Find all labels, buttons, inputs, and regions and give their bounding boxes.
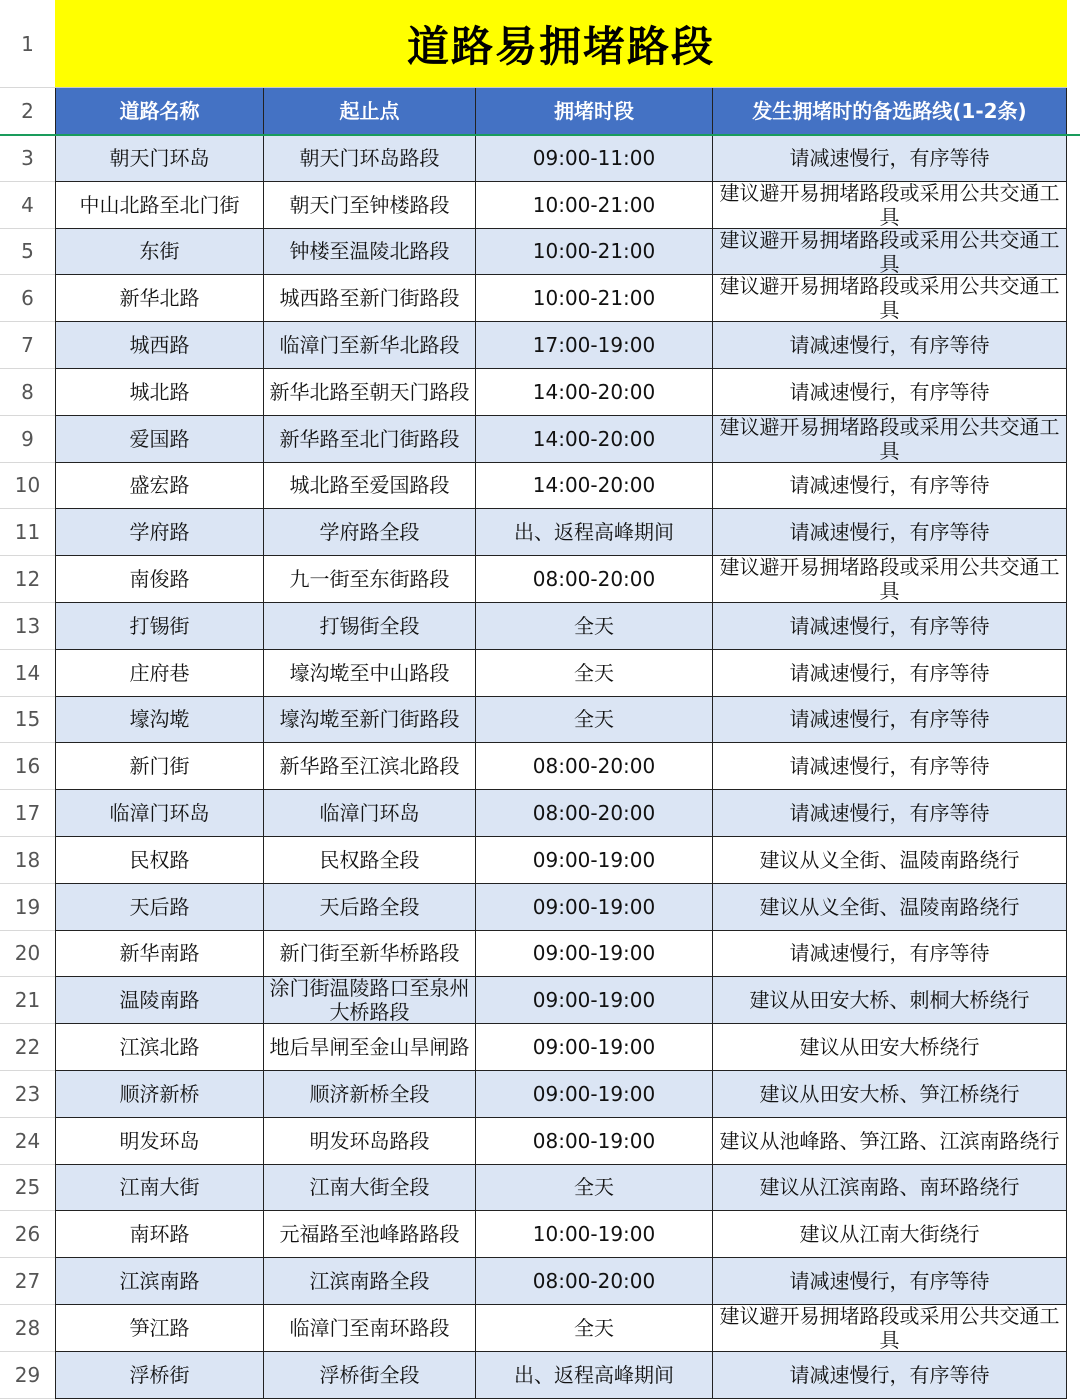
table-row xyxy=(55,322,1067,369)
cell-alternate-route[interactable]: 请减速慢行，有序等待 xyxy=(713,931,1067,978)
cell-start-end[interactable]: 朝天门环岛路段 xyxy=(264,135,476,182)
cell-alternate-route[interactable]: 请减速慢行，有序等待 xyxy=(713,322,1067,369)
table-row xyxy=(55,977,1067,1024)
cell-start-end[interactable]: 钟楼至温陵北路段 xyxy=(264,229,476,276)
cell-start-end[interactable]: 临漳门至南环路段 xyxy=(264,1305,476,1352)
table-row xyxy=(55,1352,1067,1399)
cell-start-end[interactable]: 新门街至新华桥路段 xyxy=(264,931,476,978)
table-row xyxy=(55,229,1067,276)
row-number[interactable]: 17 xyxy=(0,790,55,837)
table-row xyxy=(55,509,1067,556)
cell-start-end[interactable]: 民权路全段 xyxy=(264,837,476,884)
row-number[interactable]: 26 xyxy=(0,1211,55,1258)
cell-road-name[interactable]: 庄府巷 xyxy=(55,650,264,697)
table-header-row xyxy=(55,88,1067,135)
row-number[interactable]: 5 xyxy=(0,229,55,276)
row-number[interactable]: 19 xyxy=(0,884,55,931)
sheet-title[interactable]: 道路易拥堵路段 xyxy=(55,0,1067,88)
cell-start-end[interactable]: 九一街至东街路段 xyxy=(264,556,476,603)
cell-road-name[interactable]: 南环路 xyxy=(55,1211,264,1258)
cell-start-end[interactable]: 城北路至爱国路段 xyxy=(264,463,476,510)
cell-alternate-route[interactable]: 请减速慢行，有序等待 xyxy=(713,1258,1067,1305)
table-row xyxy=(55,1024,1067,1071)
cell-congestion-time[interactable]: 09:00-19:00 xyxy=(476,1024,713,1071)
cell-start-end[interactable]: 新华路至江滨北路段 xyxy=(264,743,476,790)
cell-alternate-route[interactable]: 请减速慢行，有序等待 xyxy=(713,603,1067,650)
cell-alternate-route[interactable]: 建议从田安大桥、刺桐大桥绕行 xyxy=(713,977,1067,1024)
cell-alternate-route[interactable]: 建议避开易拥堵路段或采用公共交通工具 xyxy=(713,229,1067,276)
cell-alternate-route[interactable]: 建议从江滨南路、南环路绕行 xyxy=(713,1165,1067,1212)
row-number[interactable]: 1 xyxy=(0,0,55,88)
cell-congestion-time[interactable]: 17:00-19:00 xyxy=(476,322,713,369)
cell-congestion-time[interactable]: 10:00-21:00 xyxy=(476,182,713,229)
cell-alternate-route[interactable]: 建议从田安大桥绕行 xyxy=(713,1024,1067,1071)
table-row xyxy=(55,837,1067,884)
table-row xyxy=(55,650,1067,697)
cell-road-name[interactable]: 天后路 xyxy=(55,884,264,931)
cell-start-end[interactable]: 顺济新桥全段 xyxy=(264,1071,476,1118)
cell-alternate-route[interactable]: 建议避开易拥堵路段或采用公共交通工具 xyxy=(713,1305,1067,1352)
cell-start-end[interactable]: 壕沟墘至新门街路段 xyxy=(264,697,476,744)
table-row xyxy=(55,369,1067,416)
row-number[interactable]: 9 xyxy=(0,416,55,463)
cell-road-name[interactable]: 浮桥街 xyxy=(55,1352,264,1399)
cell-start-end[interactable]: 新华路至北门街路段 xyxy=(264,416,476,463)
cell-alternate-route[interactable]: 请减速慢行，有序等待 xyxy=(713,135,1067,182)
cell-road-name[interactable]: 东街 xyxy=(55,229,264,276)
row-number[interactable]: 7 xyxy=(0,322,55,369)
cell-congestion-time[interactable]: 全天 xyxy=(476,1305,713,1352)
header-start-end[interactable]: 起止点 xyxy=(264,88,476,135)
cell-road-name[interactable]: 顺济新桥 xyxy=(55,1071,264,1118)
row-number-column xyxy=(0,0,56,1400)
table-row xyxy=(55,1165,1067,1212)
row-number[interactable]: 3 xyxy=(0,135,55,182)
cell-congestion-time[interactable]: 14:00-20:00 xyxy=(476,463,713,510)
cell-start-end[interactable]: 涂门街温陵路口至泉州大桥路段 xyxy=(264,977,476,1024)
row-number[interactable]: 21 xyxy=(0,977,55,1024)
cell-alternate-route[interactable]: 请减速慢行，有序等待 xyxy=(713,369,1067,416)
row-number[interactable]: 18 xyxy=(0,837,55,884)
row-number[interactable]: 10 xyxy=(0,463,55,510)
header-road-name[interactable]: 道路名称 xyxy=(55,88,264,135)
cell-road-name[interactable]: 民权路 xyxy=(55,837,264,884)
header-congestion-time[interactable]: 拥堵时段 xyxy=(476,88,713,135)
row-number[interactable]: 8 xyxy=(0,369,55,416)
cell-congestion-time[interactable]: 08:00-20:00 xyxy=(476,743,713,790)
cell-congestion-time[interactable]: 全天 xyxy=(476,1165,713,1212)
row-number[interactable]: 13 xyxy=(0,603,55,650)
cell-start-end[interactable]: 浮桥街全段 xyxy=(264,1352,476,1399)
cell-start-end[interactable]: 壕沟墘至中山路段 xyxy=(264,650,476,697)
cell-road-name[interactable]: 南俊路 xyxy=(55,556,264,603)
cell-congestion-time[interactable]: 全天 xyxy=(476,697,713,744)
cell-road-name[interactable]: 新门街 xyxy=(55,743,264,790)
cell-congestion-time[interactable]: 全天 xyxy=(476,650,713,697)
cell-start-end[interactable]: 元福路至池峰路路段 xyxy=(264,1211,476,1258)
cell-congestion-time[interactable]: 09:00-19:00 xyxy=(476,931,713,978)
cell-road-name[interactable]: 中山北路至北门街 xyxy=(55,182,264,229)
cell-road-name[interactable]: 学府路 xyxy=(55,509,264,556)
cell-congestion-time[interactable]: 14:00-20:00 xyxy=(476,369,713,416)
cell-alternate-route[interactable]: 请减速慢行，有序等待 xyxy=(713,1352,1067,1399)
header-alternate-route[interactable]: 发生拥堵时的备选路线(1-2条) xyxy=(713,88,1067,135)
cell-congestion-time[interactable]: 10:00-21:00 xyxy=(476,275,713,322)
cell-congestion-time[interactable]: 10:00-19:00 xyxy=(476,1211,713,1258)
cell-road-name[interactable]: 城西路 xyxy=(55,322,264,369)
cell-alternate-route[interactable]: 建议避开易拥堵路段或采用公共交通工具 xyxy=(713,182,1067,229)
cell-congestion-time[interactable]: 出、返程高峰期间 xyxy=(476,509,713,556)
cell-alternate-route[interactable]: 请减速慢行，有序等待 xyxy=(713,790,1067,837)
cell-road-name[interactable]: 壕沟墘 xyxy=(55,697,264,744)
cell-congestion-time[interactable]: 出、返程高峰期间 xyxy=(476,1352,713,1399)
cell-alternate-route[interactable]: 建议从义全街、温陵南路绕行 xyxy=(713,837,1067,884)
cell-road-name[interactable]: 温陵南路 xyxy=(55,977,264,1024)
cell-congestion-time[interactable]: 09:00-19:00 xyxy=(476,1071,713,1118)
table-row xyxy=(55,135,1067,182)
cell-road-name[interactable]: 新华南路 xyxy=(55,931,264,978)
cell-congestion-time[interactable]: 08:00-19:00 xyxy=(476,1118,713,1165)
table-row xyxy=(55,275,1067,322)
table-row xyxy=(55,884,1067,931)
cell-congestion-time[interactable]: 08:00-20:00 xyxy=(476,790,713,837)
cell-start-end[interactable]: 打锡街全段 xyxy=(264,603,476,650)
cell-road-name[interactable]: 江滨南路 xyxy=(55,1258,264,1305)
row-number[interactable]: 6 xyxy=(0,275,55,322)
table-row xyxy=(55,1211,1067,1258)
cell-road-name[interactable]: 笋江路 xyxy=(55,1305,264,1352)
table-row xyxy=(55,182,1067,229)
row-number[interactable]: 15 xyxy=(0,697,55,744)
row-number[interactable]: 20 xyxy=(0,931,55,978)
cell-alternate-route[interactable]: 请减速慢行，有序等待 xyxy=(713,697,1067,744)
cell-start-end[interactable]: 江南大街全段 xyxy=(264,1165,476,1212)
cell-road-name[interactable]: 临漳门环岛 xyxy=(55,790,264,837)
table-row xyxy=(55,1071,1067,1118)
row-number[interactable]: 27 xyxy=(0,1258,55,1305)
cell-road-name[interactable]: 打锡街 xyxy=(55,603,264,650)
row-number[interactable]: 24 xyxy=(0,1118,55,1165)
row-number[interactable]: 4 xyxy=(0,182,55,229)
table-row xyxy=(55,603,1067,650)
cell-alternate-route[interactable]: 建议从田安大桥、笋江桥绕行 xyxy=(713,1071,1067,1118)
table-row xyxy=(55,556,1067,603)
cell-road-name[interactable]: 新华北路 xyxy=(55,275,264,322)
row-number[interactable]: 14 xyxy=(0,650,55,697)
cell-congestion-time[interactable]: 14:00-20:00 xyxy=(476,416,713,463)
cell-start-end[interactable]: 明发环岛路段 xyxy=(264,1118,476,1165)
cell-congestion-time[interactable]: 09:00-19:00 xyxy=(476,977,713,1024)
table-row xyxy=(55,463,1067,510)
cell-alternate-route[interactable]: 请减速慢行，有序等待 xyxy=(713,743,1067,790)
cell-alternate-route[interactable]: 建议避开易拥堵路段或采用公共交通工具 xyxy=(713,416,1067,463)
cell-alternate-route[interactable]: 请减速慢行，有序等待 xyxy=(713,463,1067,510)
cell-start-end[interactable]: 江滨南路全段 xyxy=(264,1258,476,1305)
row-number[interactable]: 22 xyxy=(0,1024,55,1071)
cell-road-name[interactable]: 城北路 xyxy=(55,369,264,416)
cell-alternate-route[interactable]: 建议从义全街、温陵南路绕行 xyxy=(713,884,1067,931)
cell-congestion-time[interactable]: 09:00-19:00 xyxy=(476,884,713,931)
cell-alternate-route[interactable]: 建议避开易拥堵路段或采用公共交通工具 xyxy=(713,556,1067,603)
cell-alternate-route[interactable]: 建议从池峰路、笋江路、江滨南路绕行 xyxy=(713,1118,1067,1165)
cell-start-end[interactable]: 城西路至新门街路段 xyxy=(264,275,476,322)
selection-divider xyxy=(0,134,1080,136)
cell-alternate-route[interactable]: 请减速慢行，有序等待 xyxy=(713,650,1067,697)
cell-congestion-time[interactable]: 08:00-20:00 xyxy=(476,1258,713,1305)
cell-start-end[interactable]: 学府路全段 xyxy=(264,509,476,556)
cell-road-name[interactable]: 江南大街 xyxy=(55,1165,264,1212)
row-number[interactable]: 12 xyxy=(0,556,55,603)
cell-start-end[interactable]: 临漳门环岛 xyxy=(264,790,476,837)
cell-alternate-route[interactable]: 建议从江南大街绕行 xyxy=(713,1211,1067,1258)
cell-road-name[interactable]: 明发环岛 xyxy=(55,1118,264,1165)
cell-road-name[interactable]: 朝天门环岛 xyxy=(55,135,264,182)
cell-alternate-route[interactable]: 请减速慢行，有序等待 xyxy=(713,509,1067,556)
cell-start-end[interactable]: 地后旱闸至金山旱闸路 xyxy=(264,1024,476,1071)
cell-congestion-time[interactable]: 全天 xyxy=(476,603,713,650)
row-number[interactable]: 16 xyxy=(0,743,55,790)
row-number[interactable]: 11 xyxy=(0,509,55,556)
cell-road-name[interactable]: 江滨北路 xyxy=(55,1024,264,1071)
cell-start-end[interactable]: 朝天门至钟楼路段 xyxy=(264,182,476,229)
row-number[interactable]: 23 xyxy=(0,1071,55,1118)
cell-road-name[interactable]: 盛宏路 xyxy=(55,463,264,510)
row-number[interactable]: 2 xyxy=(0,88,55,135)
cell-alternate-route[interactable]: 建议避开易拥堵路段或采用公共交通工具 xyxy=(713,275,1067,322)
cell-start-end[interactable]: 天后路全段 xyxy=(264,884,476,931)
table-row xyxy=(55,790,1067,837)
cell-congestion-time[interactable]: 09:00-19:00 xyxy=(476,837,713,884)
cell-congestion-time[interactable]: 10:00-21:00 xyxy=(476,229,713,276)
row-number[interactable]: 25 xyxy=(0,1165,55,1212)
cell-road-name[interactable]: 爱国路 xyxy=(55,416,264,463)
table-row xyxy=(55,1258,1067,1305)
cell-congestion-time[interactable]: 08:00-20:00 xyxy=(476,556,713,603)
cell-congestion-time[interactable]: 09:00-11:00 xyxy=(476,135,713,182)
cell-start-end[interactable]: 临漳门至新华北路段 xyxy=(264,322,476,369)
table-row xyxy=(55,1305,1067,1352)
table-row xyxy=(55,697,1067,744)
table-row xyxy=(55,1118,1067,1165)
row-number[interactable]: 28 xyxy=(0,1305,55,1352)
table-row xyxy=(55,743,1067,790)
cell-start-end[interactable]: 新华北路至朝天门路段 xyxy=(264,369,476,416)
row-number[interactable]: 29 xyxy=(0,1352,55,1399)
table-row xyxy=(55,416,1067,463)
table-row xyxy=(55,931,1067,978)
